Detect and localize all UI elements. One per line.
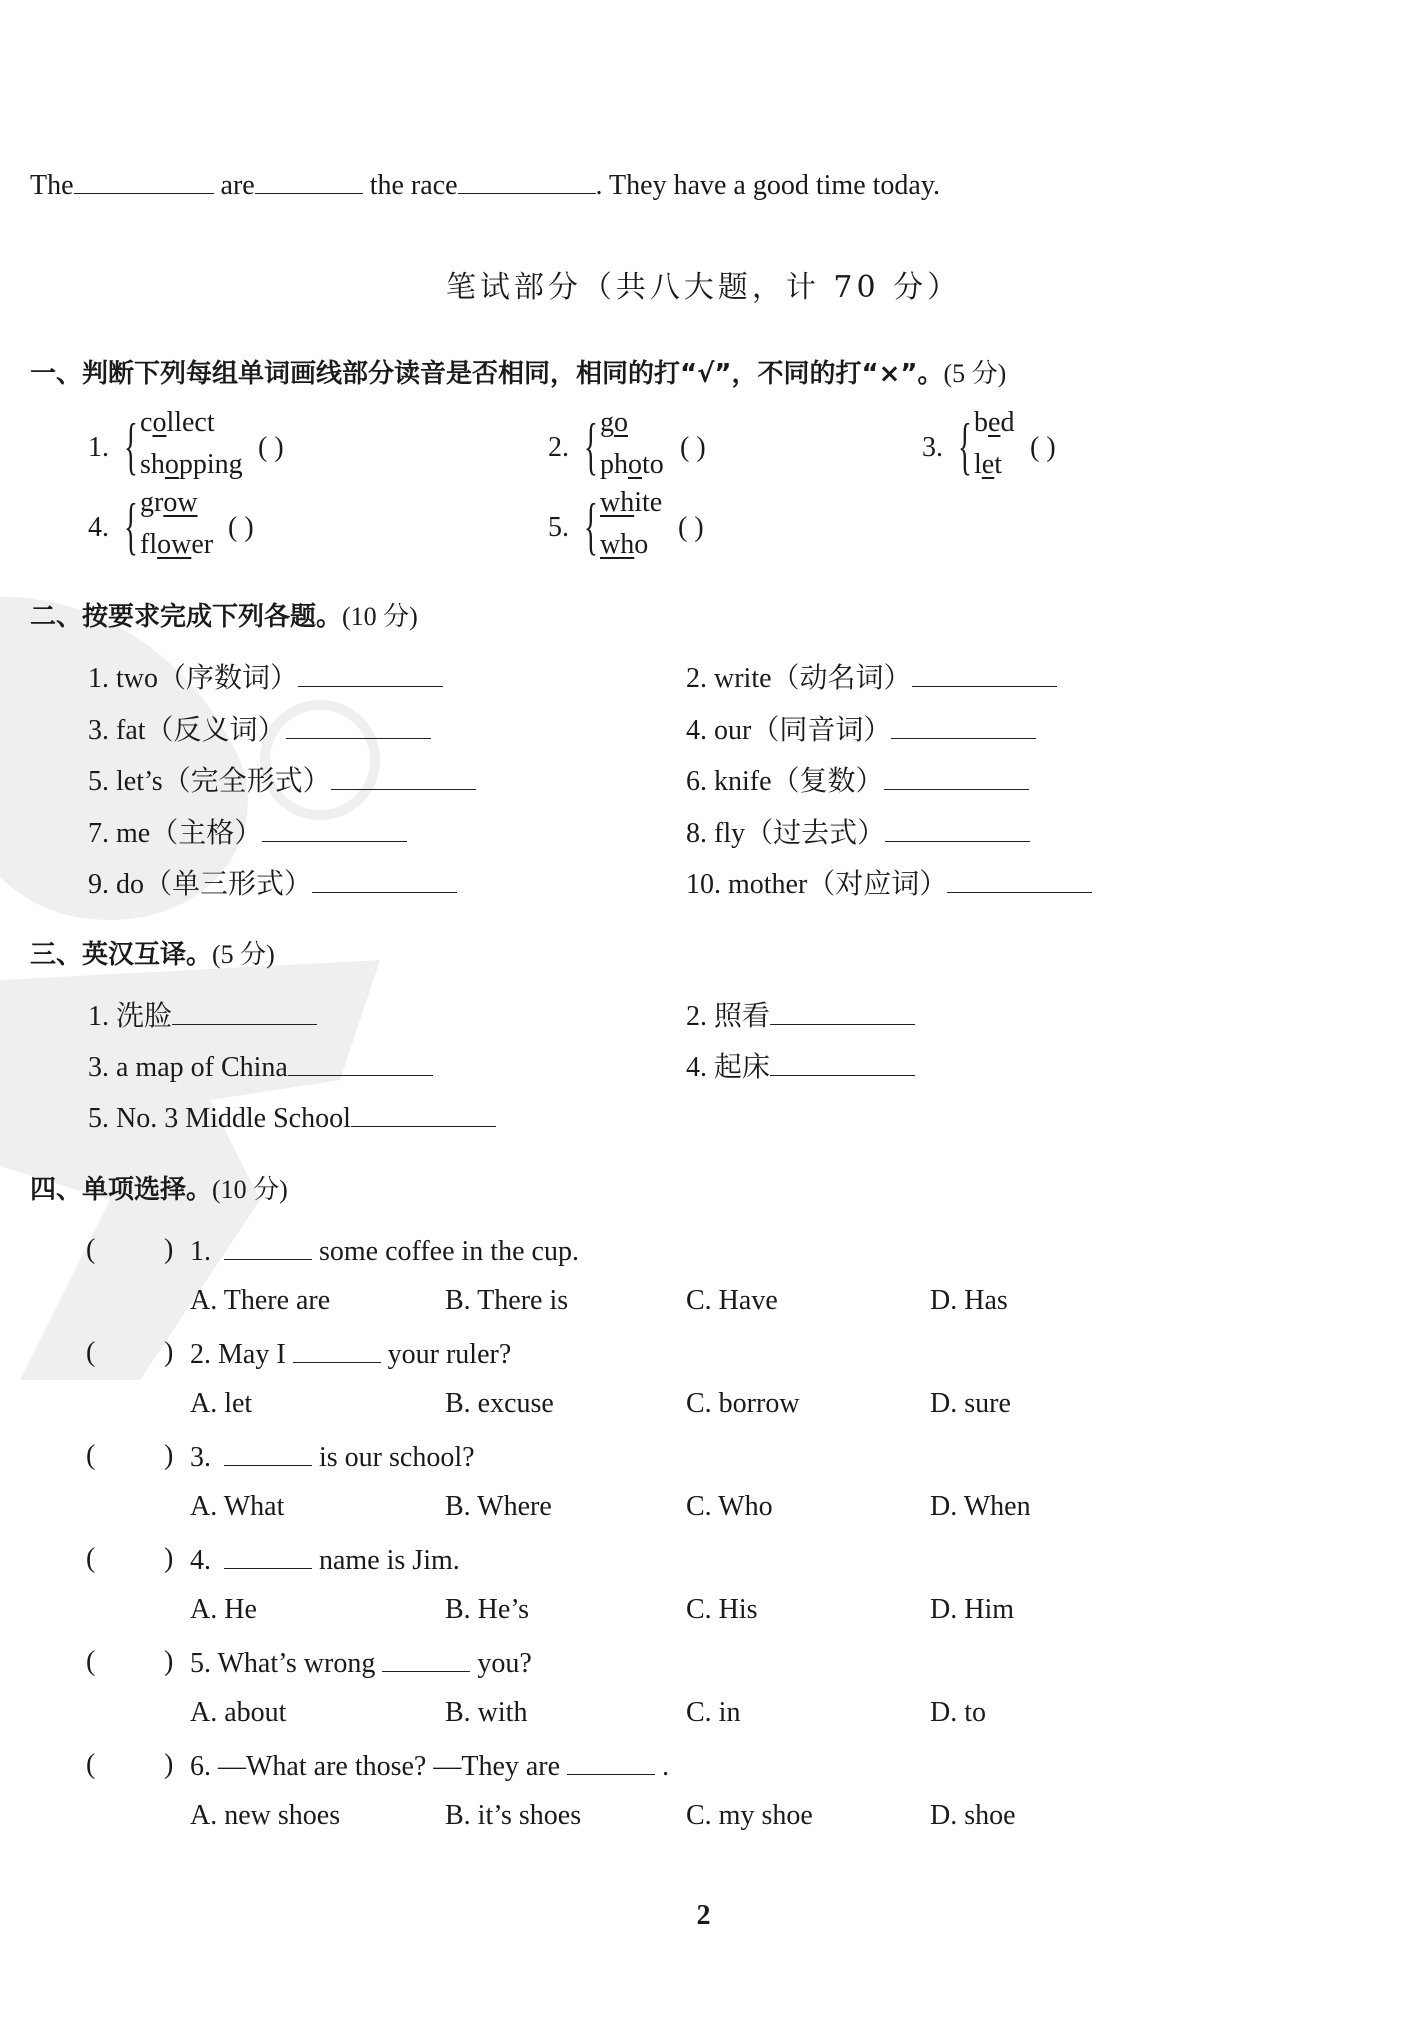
- word-part: pping: [178, 449, 243, 480]
- answer-paren-right[interactable]: ): [164, 1543, 174, 1574]
- answer-option[interactable]: A. new shoes: [190, 1800, 341, 1831]
- item-prompt: 5. let’s（完全形式）: [88, 766, 331, 797]
- word-form-item: [88, 815, 407, 851]
- question-number: 6.: [190, 1751, 218, 1782]
- phonics-word: [974, 406, 1014, 440]
- underlined-sound: ow: [157, 529, 192, 560]
- answer-option[interactable]: C. borrow: [686, 1388, 800, 1419]
- answer-blank[interactable]: [885, 815, 1030, 842]
- question-stem: [190, 1439, 475, 1475]
- sentence-word: The: [30, 170, 74, 201]
- word-part: b: [974, 407, 988, 438]
- answer-blank[interactable]: [262, 815, 407, 842]
- answer-option[interactable]: C. Who: [686, 1491, 773, 1522]
- answer-blank[interactable]: [458, 167, 596, 194]
- item-prompt: 8. fly（过去式）: [686, 817, 886, 849]
- section-points: (5 分): [943, 359, 1007, 388]
- question-text: name is Jim.: [312, 1545, 460, 1576]
- answer-option[interactable]: A. let: [190, 1388, 253, 1419]
- answer-paren-left[interactable]: (: [86, 1749, 96, 1780]
- sentence-word: are: [220, 170, 255, 201]
- word-part: t: [994, 449, 1002, 480]
- underlined-sound: o: [164, 449, 179, 480]
- section-title: 四、单项选择。: [30, 1175, 213, 1205]
- section-title: 二、按要求完成下列各题。: [30, 602, 343, 632]
- item-prompt: 9. do（单三形式）: [88, 869, 313, 900]
- top-sentence: [30, 167, 940, 203]
- word-form-item: [686, 712, 1036, 748]
- answer-paren-left[interactable]: (: [86, 1543, 96, 1574]
- answer-paren-right[interactable]: ): [164, 1337, 174, 1368]
- section-points: (10 分): [212, 1175, 288, 1204]
- item-prompt: 3. fat（反义词）: [88, 714, 286, 746]
- phonics-word: [974, 448, 1002, 482]
- answer-blank[interactable]: [567, 1748, 655, 1775]
- phonics-word: [140, 486, 198, 520]
- section-title: 三、英汉互译。: [30, 940, 213, 970]
- item-prompt: 1. 洗脸: [88, 1001, 173, 1032]
- answer-option[interactable]: D. When: [930, 1491, 1031, 1522]
- question-number: 3.: [190, 1442, 218, 1473]
- phonics-word: [600, 406, 628, 440]
- item-prompt: 6. knife（复数）: [686, 766, 884, 797]
- question-text: some coffee in the cup.: [312, 1236, 579, 1267]
- answer-option[interactable]: A. He: [190, 1594, 257, 1625]
- answer-option[interactable]: D. Has: [930, 1285, 1008, 1316]
- brace: {: [584, 490, 598, 561]
- answer-option[interactable]: D. Him: [930, 1594, 1014, 1625]
- phonics-word: [600, 486, 662, 520]
- brace: {: [124, 410, 138, 481]
- answer-blank[interactable]: [172, 998, 317, 1025]
- answer-option[interactable]: D. shoe: [930, 1800, 1016, 1831]
- answer-blank[interactable]: [770, 1049, 915, 1076]
- answer-option[interactable]: C. Have: [686, 1285, 778, 1316]
- section2-heading: [30, 600, 418, 634]
- answer-paren-right[interactable]: ): [164, 1440, 174, 1471]
- answer-paren[interactable]: ( ): [1030, 432, 1056, 463]
- item-prompt: 1. two（序数词）: [88, 663, 299, 694]
- item-prompt: 7. me（主格）: [88, 817, 263, 849]
- item-prompt: 4. 起床: [686, 1052, 771, 1083]
- translation-item: [686, 998, 915, 1034]
- answer-blank[interactable]: [286, 712, 431, 739]
- answer-option[interactable]: B. Where: [445, 1491, 552, 1522]
- answer-blank[interactable]: [912, 660, 1057, 687]
- question-text: May I: [218, 1339, 293, 1370]
- answer-paren-right[interactable]: ): [164, 1749, 174, 1780]
- answer-blank[interactable]: [288, 1049, 433, 1076]
- written-section-title: 笔试部分（共八大题，计 70 分）: [445, 270, 962, 305]
- question-text: What’s wrong: [217, 1648, 383, 1679]
- answer-paren-left[interactable]: (: [86, 1646, 96, 1677]
- translation-item: [88, 998, 317, 1034]
- underlined-sound: o: [614, 407, 628, 438]
- question-text: .: [655, 1751, 670, 1782]
- underlined-sound: ow: [163, 487, 198, 518]
- question-number: 5.: [190, 1648, 218, 1679]
- word-part: l: [974, 449, 982, 480]
- word-part: o: [634, 529, 649, 560]
- word-part: gr: [140, 487, 164, 518]
- answer-option[interactable]: A. What: [190, 1491, 285, 1522]
- page-number: 2: [696, 1900, 711, 1931]
- answer-option[interactable]: A. There are: [190, 1285, 331, 1316]
- answer-option[interactable]: A. about: [190, 1697, 287, 1728]
- word-part: c: [140, 407, 153, 438]
- question-stem: [190, 1542, 460, 1578]
- phonics-word: [140, 406, 215, 440]
- underlined-sound: o: [152, 407, 167, 438]
- item-number: 1.: [88, 432, 109, 463]
- item-number: 2.: [548, 432, 569, 463]
- section1-heading: [30, 357, 1006, 391]
- item-prompt: 2. 照看: [686, 1001, 771, 1032]
- answer-blank[interactable]: [947, 866, 1092, 893]
- item-prompt: 10. mother（对应词）: [686, 869, 948, 900]
- answer-option[interactable]: C. His: [686, 1594, 758, 1625]
- answer-option[interactable]: B. excuse: [445, 1388, 554, 1419]
- answer-blank[interactable]: [224, 1542, 312, 1569]
- answer-blank[interactable]: [224, 1439, 312, 1466]
- item-number: 5.: [548, 512, 569, 543]
- question-stem: [190, 1233, 579, 1269]
- answer-paren[interactable]: ( ): [678, 512, 704, 543]
- phonics-word: [140, 448, 243, 482]
- translation-item: [88, 1049, 433, 1085]
- word-form-item: [88, 660, 443, 696]
- answer-paren-right[interactable]: ): [164, 1234, 174, 1265]
- word-part: llect: [166, 407, 215, 438]
- section3-heading: [30, 938, 275, 972]
- word-part: ite: [634, 487, 663, 518]
- underlined-sound: wh: [600, 487, 635, 518]
- word-form-item: [686, 763, 1029, 799]
- translation-item: [88, 1100, 496, 1136]
- question-number: 4.: [190, 1545, 218, 1576]
- sentence-word: . They have a good time today.: [595, 170, 941, 201]
- question-text: you?: [470, 1648, 532, 1679]
- underlined-sound: e: [981, 449, 995, 480]
- question-stem: [190, 1748, 669, 1784]
- section-points: (5 分): [212, 940, 275, 969]
- answer-blank[interactable]: [891, 712, 1036, 739]
- answer-option[interactable]: C. in: [686, 1697, 741, 1728]
- answer-option[interactable]: B. with: [445, 1697, 528, 1728]
- question-text: your ruler?: [380, 1339, 512, 1370]
- underlined-sound: e: [988, 407, 1001, 438]
- answer-option[interactable]: B. it’s shoes: [445, 1800, 582, 1831]
- underlined-sound: wh: [600, 529, 635, 560]
- question-text: —What are those? —They are: [218, 1751, 568, 1782]
- phonics-word: [600, 528, 648, 562]
- word-part: to: [642, 449, 664, 480]
- phonics-word: [600, 448, 664, 482]
- question-stem: [190, 1645, 532, 1681]
- item-prompt: 2. write（动名词）: [686, 663, 912, 694]
- answer-blank[interactable]: [351, 1100, 496, 1127]
- underlined-sound: o: [628, 449, 642, 480]
- answer-option[interactable]: C. my shoe: [686, 1800, 813, 1831]
- item-prompt: 5. No. 3 Middle School: [88, 1103, 351, 1134]
- answer-blank[interactable]: [74, 167, 214, 194]
- answer-paren[interactable]: ( ): [228, 512, 254, 543]
- answer-blank[interactable]: [312, 866, 457, 893]
- item-prompt: 4. our（同音词）: [686, 714, 892, 746]
- answer-paren[interactable]: ( ): [680, 432, 706, 463]
- section4-heading: [30, 1173, 288, 1207]
- question-number: 2.: [190, 1339, 218, 1370]
- item-number: 3.: [922, 432, 943, 463]
- answer-paren-right[interactable]: ): [164, 1646, 174, 1677]
- word-form-item: [686, 815, 1030, 851]
- answer-option[interactable]: D. to: [930, 1697, 986, 1728]
- answer-blank[interactable]: [255, 167, 363, 194]
- answer-option[interactable]: B. There is: [445, 1285, 569, 1316]
- answer-option[interactable]: D. sure: [930, 1388, 1011, 1419]
- answer-blank[interactable]: [293, 1336, 381, 1363]
- word-part: fl: [140, 529, 158, 560]
- answer-paren-left[interactable]: (: [86, 1234, 96, 1265]
- word-form-item: [88, 763, 476, 799]
- word-part: ph: [600, 449, 628, 480]
- answer-blank[interactable]: [224, 1233, 312, 1260]
- word-form-item: [686, 660, 1057, 696]
- answer-blank[interactable]: [298, 660, 443, 687]
- brace: {: [124, 490, 138, 561]
- item-prompt: 3. a map of China: [88, 1052, 288, 1083]
- section-points: (10 分): [342, 602, 418, 631]
- section-title: 一、判断下列每组单词画线部分读音是否相同，相同的打“√”，不同的打“×”。: [30, 359, 944, 389]
- answer-blank[interactable]: [770, 998, 915, 1025]
- answer-blank[interactable]: [331, 763, 476, 790]
- question-text: is our school?: [312, 1442, 475, 1473]
- word-part: d: [1000, 407, 1015, 438]
- word-form-item: [88, 712, 431, 748]
- phonics-word: [140, 528, 213, 562]
- answer-paren-left[interactable]: (: [86, 1440, 96, 1471]
- brace: {: [584, 410, 598, 481]
- word-part: er: [191, 529, 214, 560]
- answer-option[interactable]: B. He’s: [445, 1594, 529, 1625]
- answer-paren[interactable]: ( ): [258, 432, 284, 463]
- question-number: 1.: [190, 1236, 218, 1267]
- item-number: 4.: [88, 512, 109, 543]
- translation-item: [686, 1049, 915, 1085]
- word-part: sh: [140, 449, 165, 480]
- brace: {: [958, 410, 972, 481]
- answer-blank[interactable]: [884, 763, 1029, 790]
- question-stem: [190, 1336, 511, 1372]
- sentence-word: the race: [369, 170, 458, 201]
- word-form-item: [88, 866, 457, 902]
- answer-blank[interactable]: [382, 1645, 470, 1672]
- word-part: g: [600, 407, 614, 438]
- answer-paren-left[interactable]: (: [86, 1337, 96, 1368]
- word-form-item: [686, 866, 1092, 902]
